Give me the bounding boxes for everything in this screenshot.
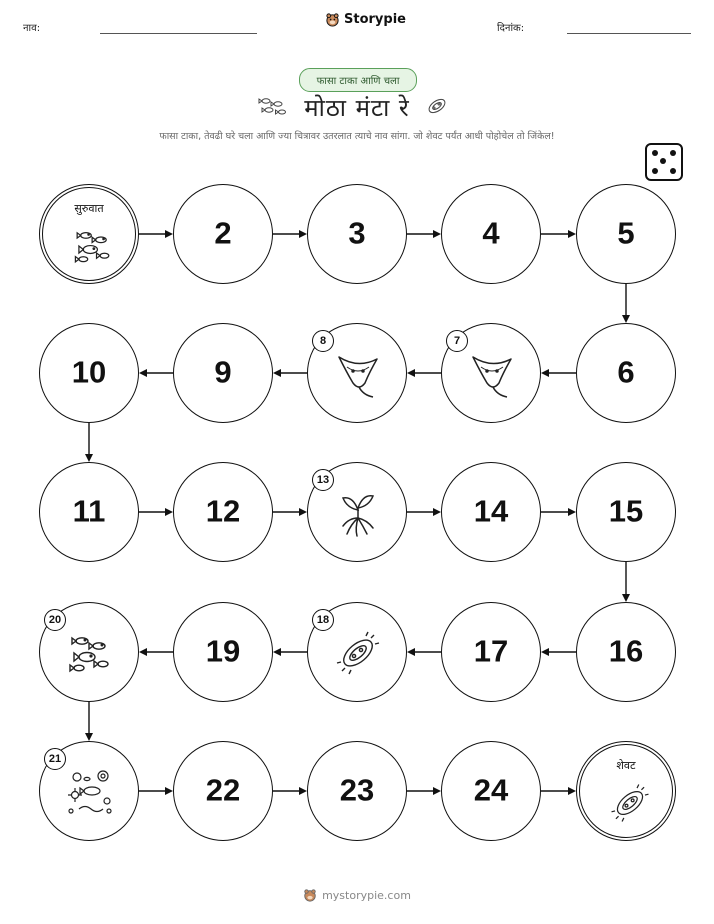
board-space-17[interactable] <box>441 602 541 702</box>
path-arrow <box>273 369 307 377</box>
board-space-9[interactable] <box>173 323 273 423</box>
name-label: नाव: <box>23 23 41 34</box>
path-arrow <box>541 369 576 377</box>
manta-ray-icon <box>333 349 383 399</box>
board-space-20[interactable] <box>39 602 139 702</box>
path-arrow <box>541 230 576 238</box>
path-arrow <box>273 648 307 656</box>
start-label: सुरुवात <box>74 202 104 215</box>
board-space-4[interactable] <box>441 184 541 284</box>
path-arrow <box>139 648 173 656</box>
space-number: 6 <box>617 354 635 390</box>
board-space-21[interactable] <box>39 741 139 841</box>
space-number: 12 <box>205 493 241 529</box>
space-number-badge: 18 <box>312 609 334 631</box>
board-space-6[interactable] <box>576 323 676 423</box>
space-number-badge: 20 <box>44 609 66 631</box>
path-arrow <box>407 369 441 377</box>
game-title: मोठा मंटा रे <box>304 94 410 122</box>
space-number: 11 <box>72 493 106 529</box>
space-number: 5 <box>617 215 635 251</box>
space-number: 4 <box>482 215 500 251</box>
space-number-badge: 7 <box>446 330 468 352</box>
path-arrow <box>273 787 307 795</box>
fish-school-icon <box>65 628 115 678</box>
path-arrow <box>541 508 576 516</box>
board-space-2[interactable] <box>173 184 273 284</box>
start-space[interactable] <box>39 184 139 284</box>
space-number: 14 <box>473 493 509 529</box>
finish-space[interactable] <box>576 741 676 841</box>
board-space-22[interactable] <box>173 741 273 841</box>
path-arrow <box>541 648 576 656</box>
board-space-16[interactable] <box>576 602 676 702</box>
space-number: 16 <box>608 633 644 669</box>
instructions: फासा टाका, तेवढी घरे चला आणि ज्या चित्रावर उतरलात त्याचे नाव सांगा. जो शेवट पर्यंत आधी पोहोचेल तो जिंकेल! <box>159 131 555 142</box>
board-space-5[interactable] <box>576 184 676 284</box>
board-space-3[interactable] <box>307 184 407 284</box>
path-arrow <box>407 508 441 516</box>
sprout-icon <box>333 488 383 538</box>
path-arrow <box>622 284 630 323</box>
board-space-12[interactable] <box>173 462 273 562</box>
board-space-14[interactable] <box>441 462 541 562</box>
space-number-badge: 8 <box>312 330 334 352</box>
path-arrow <box>139 508 173 516</box>
plankton-mix-icon <box>65 767 115 817</box>
plankton-icon <box>333 628 383 678</box>
footer <box>0 888 714 902</box>
space-number: 19 <box>205 633 241 669</box>
fish-school-icon <box>71 224 115 268</box>
board-space-19[interactable] <box>173 602 273 702</box>
board-space-13[interactable] <box>307 462 407 562</box>
space-number: 17 <box>473 633 509 669</box>
board-space-23[interactable] <box>307 741 407 841</box>
space-number: 10 <box>71 354 107 390</box>
board-space-11[interactable] <box>39 462 139 562</box>
space-number: 15 <box>608 493 644 529</box>
board-space-8[interactable] <box>307 323 407 423</box>
plankton-icon <box>608 781 652 825</box>
board-space-10[interactable] <box>39 323 139 423</box>
space-number: 3 <box>348 215 366 251</box>
path-arrow <box>407 230 441 238</box>
date-label: दिनांक: <box>497 23 525 34</box>
footer-site: mystorypie.com <box>322 888 411 902</box>
space-number: 23 <box>339 772 375 808</box>
board-space-7[interactable] <box>441 323 541 423</box>
path-arrow <box>85 702 93 741</box>
end-label: शेवट <box>616 759 636 772</box>
path-arrow <box>85 423 93 462</box>
storypie-mascot-icon <box>303 888 317 902</box>
space-number-badge: 13 <box>312 469 334 491</box>
path-arrow <box>273 230 307 238</box>
path-arrow <box>541 787 576 795</box>
path-arrow <box>139 230 173 238</box>
path-arrow <box>407 787 441 795</box>
path-arrow <box>139 787 173 795</box>
game-type-badge: फासा टाका आणि चला <box>299 68 417 92</box>
space-number-badge: 21 <box>44 748 66 770</box>
path-arrow <box>407 648 441 656</box>
path-arrow <box>622 562 630 602</box>
brand-name: Storypie <box>344 12 406 27</box>
board-space-15[interactable] <box>576 462 676 562</box>
space-number: 22 <box>205 772 241 808</box>
space-number: 9 <box>214 354 232 390</box>
path-arrow <box>273 508 307 516</box>
manta-ray-icon <box>467 349 517 399</box>
space-number: 2 <box>214 215 232 251</box>
space-number: 24 <box>473 772 509 808</box>
board-space-18[interactable] <box>307 602 407 702</box>
board-space-24[interactable] <box>441 741 541 841</box>
path-arrow <box>139 369 173 377</box>
